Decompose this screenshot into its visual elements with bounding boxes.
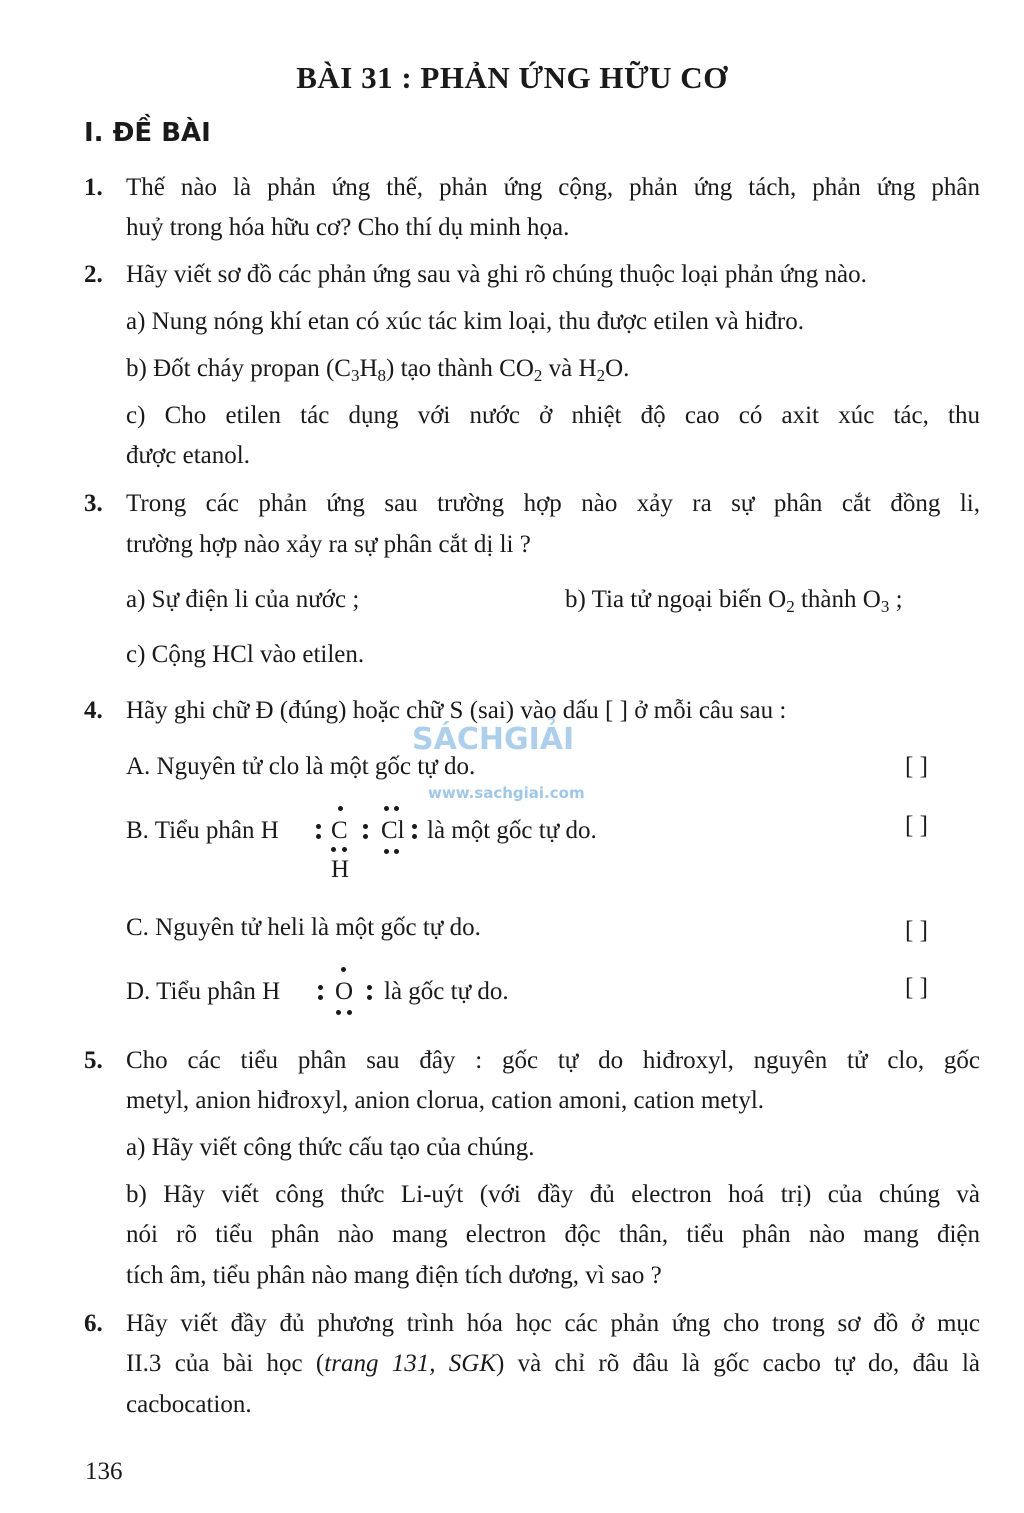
- electron-dot: [384, 849, 389, 854]
- question-6-line-3: cacbocation.: [126, 1391, 252, 1418]
- question-4-number: 4.: [84, 697, 103, 724]
- question-5-number: 5.: [84, 1047, 103, 1074]
- question-2-item-a: a) Nung nóng khí etan có xúc tác kim loại, thu được etilen và hiđro.: [126, 308, 804, 335]
- hydrogen-atom: H: [331, 856, 350, 883]
- watermark-logo: SÁCHGIẢI: [412, 722, 575, 757]
- electron-dot: [367, 985, 372, 990]
- electron-dot: [336, 1010, 341, 1015]
- electron-dot: [331, 847, 336, 852]
- electron-dot: [347, 1010, 352, 1015]
- question-1-line-2: huỷ trong hóa hữu cơ? Cho thí dụ minh họa.: [126, 214, 570, 241]
- question-5-item-b-line-3: tích âm, tiểu phân nào mang điện tích dương, vì sao ?: [126, 1262, 662, 1289]
- electron-dot: [412, 824, 417, 829]
- question-2-item-c-line-2: được etanol.: [126, 442, 250, 469]
- question-5-line-2: metyl, anion hiđroxyl, anion clorua, cation amoni, cation metyl.: [126, 1087, 765, 1114]
- electron-dot: [394, 849, 399, 854]
- question-6-number: 6.: [84, 1310, 103, 1337]
- answer-bracket-d: [ ]: [905, 974, 928, 1001]
- electron-dot: [394, 806, 399, 811]
- electron-dot: [341, 967, 346, 972]
- section-heading: I. ĐỀ BÀI: [84, 118, 211, 148]
- question-3-item-b: b) Tia tử ngoại biến $O_2$ thành $O_3$ ;: [565, 586, 903, 616]
- electron-dot: [412, 834, 417, 839]
- question-4-statement-d-suffix: là gốc tự do.: [384, 978, 509, 1005]
- electron-dot: [316, 834, 321, 839]
- electron-dot: [342, 847, 347, 852]
- question-4-line-1: Hãy ghi chữ Đ (đúng) hoặc chữ S (sai) vào dấu [ ] ở mỗi câu sau :: [126, 697, 787, 724]
- question-5-line-1: Cho các tiểu phân sau đây : gốc tự do hiđroxyl, nguyên tử clo, gốc: [126, 1047, 980, 1074]
- watermark-url: www.sachgiai.com: [428, 784, 585, 802]
- electron-dot: [363, 834, 368, 839]
- question-6-line-1: Hãy viết đầy đủ phương trình hóa học các phản ứng cho trong sơ đồ ở mục: [126, 1310, 980, 1337]
- question-2-item-b: b) Đốt cháy propan $(C_3H_8)$ tạo thành $CO_2$ và $H_2O$.: [126, 355, 630, 385]
- question-3-line-1: Trong các phản ứng sau trường hợp nào xảy ra sự phân cắt đồng li,: [126, 490, 980, 517]
- question-2-item-c-line-1: c) Cho etilen tác dụng với nước ở nhiệt độ cao có axit xúc tác, thu: [126, 402, 980, 429]
- lesson-title: BÀI 31 : PHẢN ỨNG HỮU CƠ: [296, 60, 728, 95]
- question-5-item-a: a) Hãy viết công thức cấu tạo của chúng.: [126, 1134, 535, 1161]
- question-3-line-2: trường hợp nào xảy ra sự phân cắt dị li ?: [126, 531, 531, 558]
- question-1-number: 1.: [84, 174, 103, 201]
- answer-bracket-a: [ ]: [905, 753, 928, 780]
- question-4-statement-c: C. Nguyên tử heli là một gốc tự do.: [126, 914, 481, 941]
- answer-bracket-b: [ ]: [905, 812, 928, 839]
- electron-dot: [338, 806, 343, 811]
- answer-bracket-c: [ ]: [905, 917, 928, 944]
- page-number: 136: [85, 1458, 123, 1485]
- electron-dot: [363, 824, 368, 829]
- question-4-statement-b-suffix: là một gốc tự do.: [427, 817, 597, 844]
- question-5-item-b-line-2: nói rõ tiểu phân nào mang electron độc thân, tiểu phân nào mang điện: [126, 1221, 980, 1248]
- oxygen-atom: O: [335, 978, 354, 1005]
- question-3-item-c: c) Cộng HCl vào etilen.: [126, 641, 365, 668]
- question-4-statement-b-prefix: B. Tiểu phân H: [126, 817, 279, 844]
- question-4-statement-d-prefix: D. Tiểu phân H: [126, 978, 281, 1005]
- electron-dot: [316, 824, 321, 829]
- chlorine-atom: Cl: [381, 817, 405, 844]
- electron-dot: [384, 806, 389, 811]
- carbon-atom: C: [331, 817, 348, 844]
- question-5-item-b-line-1: b) Hãy viết công thức Li-uýt (với đầy đủ electron hoá trị) của chúng và: [126, 1181, 980, 1208]
- electron-dot: [367, 995, 372, 1000]
- question-6-line-2: II.3 của bài học (trang 131, SGK) và chỉ rõ đâu là gốc cacbo tự do, đâu là: [126, 1350, 981, 1377]
- question-3-item-a: a) Sự điện li của nước ;: [126, 586, 360, 613]
- electron-dot: [318, 985, 323, 990]
- question-3-number: 3.: [84, 490, 103, 517]
- question-2-number: 2.: [84, 261, 103, 288]
- question-1-line-1: Thế nào là phản ứng thế, phản ứng cộng, phản ứng tách, phản ứng phân: [126, 174, 980, 201]
- question-4-statement-a: A. Nguyên tử clo là một gốc tự do.: [126, 753, 476, 780]
- electron-dot: [318, 995, 323, 1000]
- question-2-line-1: Hãy viết sơ đồ các phản ứng sau và ghi rõ chúng thuộc loại phản ứng nào.: [126, 261, 867, 288]
